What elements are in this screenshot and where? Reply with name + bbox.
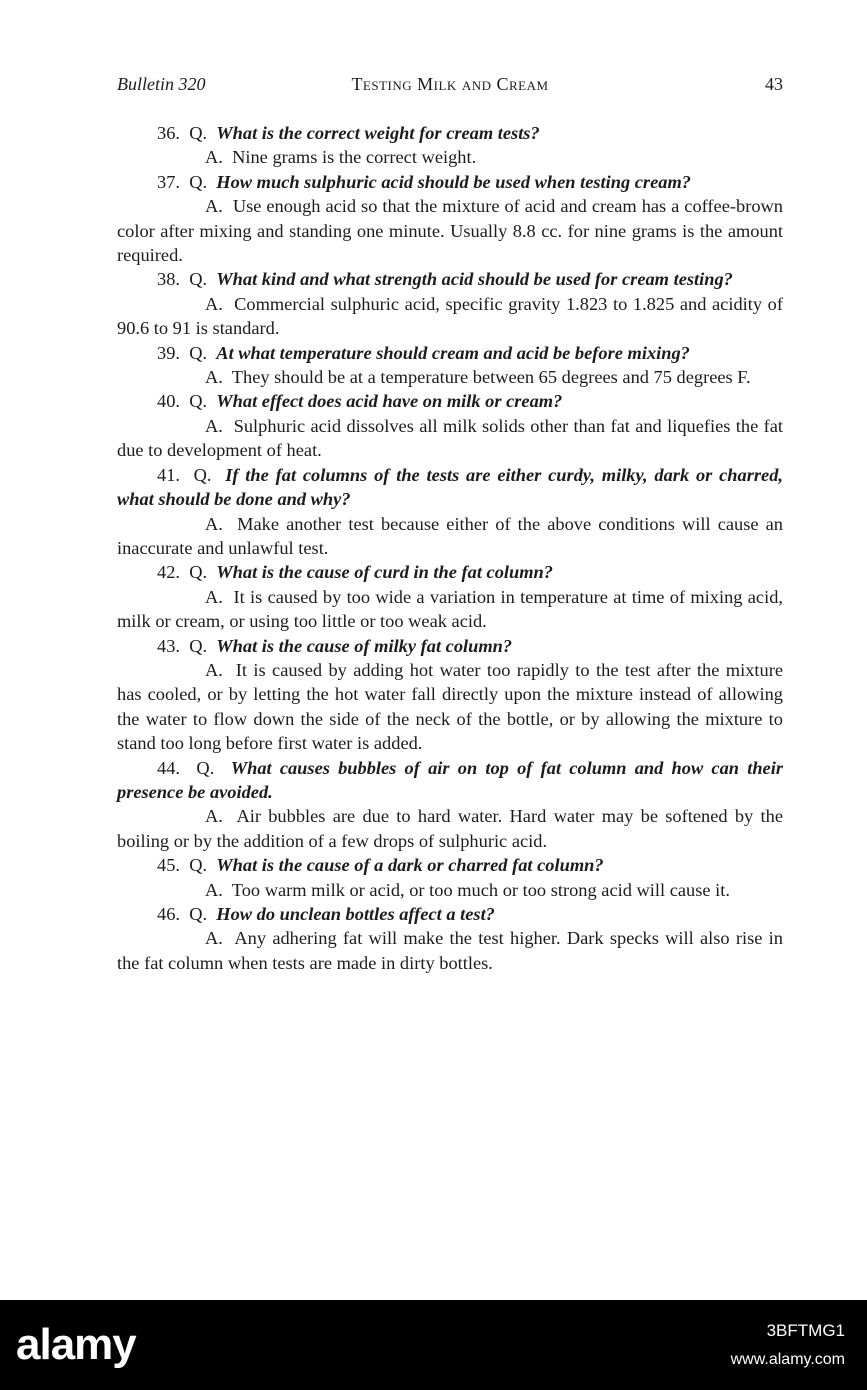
answer-text: Nine grams is the correct weight. bbox=[232, 147, 477, 168]
image-id: 3BFTMG1 bbox=[766, 1321, 845, 1340]
question bbox=[117, 902, 783, 926]
site-url: www.alamy.com bbox=[730, 1351, 845, 1368]
a-prefix: A. bbox=[205, 293, 223, 314]
question bbox=[117, 121, 783, 145]
qa-item-39 bbox=[117, 341, 783, 390]
qa-item-45 bbox=[117, 853, 783, 902]
qa-list bbox=[117, 121, 783, 975]
question bbox=[117, 341, 783, 365]
question-text: How do unclean bottles affect a test? bbox=[216, 904, 495, 924]
item-number: 45. bbox=[157, 855, 180, 876]
q-prefix: Q. bbox=[189, 391, 208, 412]
a-prefix: A. bbox=[205, 928, 223, 949]
answer bbox=[117, 658, 783, 756]
alamy-logo: alamy bbox=[16, 1320, 136, 1369]
question-text: What kind and what strength acid should be used for cream testing? bbox=[216, 269, 733, 290]
answer-text: Any adhering fat will make the test higher. Dark specks will also rise in the fat column when tests are made in dirty bottles. bbox=[117, 928, 783, 973]
answer-text: Air bubbles are due to hard water. Hard water may be softened by the boiling or by the addition of a few drops of sulphuric acid. bbox=[117, 806, 783, 851]
watermark-banner bbox=[0, 1300, 867, 1390]
q-prefix: Q. bbox=[196, 757, 215, 778]
question-text: At what temperature should cream and acid be before mixing? bbox=[216, 342, 690, 363]
item-number: 44. bbox=[157, 757, 180, 778]
q-prefix: Q. bbox=[189, 342, 208, 363]
item-number: 43. bbox=[157, 635, 180, 656]
a-prefix: A. bbox=[205, 879, 223, 900]
question-text: If the fat columns of the tests are either curdy, milky, dark or charred, what should be done and why? bbox=[117, 464, 783, 510]
question bbox=[117, 560, 783, 584]
bulletin-label: Bulletin 320 bbox=[117, 74, 206, 94]
qa-item-44 bbox=[117, 756, 783, 854]
answer-text: Make another test because either of the above conditions will cause an inaccurate and unlawful test. bbox=[117, 513, 783, 558]
question-text: What effect does acid have on milk or cream? bbox=[216, 391, 563, 412]
question-text: What is the cause of a dark or charred fat column? bbox=[216, 855, 604, 876]
answer-text: Use enough acid so that the mixture of acid and cream has a coffee-brown color after mixing and standing one minute. Usually 8.8 cc. for nine grams is the amount required. bbox=[117, 196, 783, 266]
q-prefix: Q. bbox=[189, 904, 208, 924]
question bbox=[117, 389, 783, 413]
question-text: What is the correct weight for cream tests? bbox=[216, 123, 540, 143]
question-text: What is the cause of milky fat column? bbox=[216, 635, 513, 656]
answer-text: Sulphuric acid dissolves all milk solids other than fat and liquefies the fat due to development of heat. bbox=[117, 415, 783, 461]
a-prefix: A. bbox=[205, 513, 223, 534]
item-number: 38. bbox=[157, 269, 180, 290]
a-prefix: A. bbox=[205, 806, 223, 827]
q-prefix: Q. bbox=[189, 123, 208, 143]
answer-text: It is caused by too wide a variation in temperature at time of mixing acid, milk or cream, or using too little or too weak acid. bbox=[117, 586, 783, 632]
qa-item-43 bbox=[117, 634, 783, 756]
answer bbox=[117, 292, 783, 341]
qa-item-38 bbox=[117, 267, 783, 340]
qa-item-40 bbox=[117, 389, 783, 462]
answer bbox=[117, 414, 783, 463]
answer bbox=[117, 878, 783, 902]
q-prefix: Q. bbox=[189, 635, 208, 656]
answer bbox=[117, 804, 783, 853]
item-number: 41. bbox=[157, 464, 180, 485]
answer bbox=[117, 194, 783, 267]
item-number: 42. bbox=[157, 562, 180, 583]
answer bbox=[117, 365, 783, 389]
a-prefix: A. bbox=[205, 367, 223, 388]
a-prefix: A. bbox=[205, 147, 223, 168]
a-prefix: A. bbox=[205, 659, 223, 680]
q-prefix: Q. bbox=[193, 464, 212, 485]
answer-text: Too warm milk or acid, or too much or too strong acid will cause it. bbox=[231, 879, 730, 900]
question bbox=[117, 634, 783, 658]
question-text: What causes bubbles of air on top of fat column and how can their presence be avoided. bbox=[117, 757, 783, 802]
a-prefix: A. bbox=[205, 415, 223, 436]
answer-text: They should be at a temperature between 65 degrees and 75 degrees F. bbox=[231, 367, 751, 388]
q-prefix: Q. bbox=[189, 171, 208, 192]
question-text: How much sulphuric acid should be used when testing cream? bbox=[216, 171, 691, 192]
item-number: 39. bbox=[157, 342, 180, 363]
qa-item-36 bbox=[117, 121, 783, 170]
question bbox=[117, 267, 783, 291]
item-number: 46. bbox=[157, 904, 180, 924]
qa-item-37 bbox=[117, 170, 783, 268]
answer bbox=[117, 145, 783, 169]
a-prefix: A. bbox=[205, 196, 223, 217]
item-number: 36. bbox=[157, 123, 180, 143]
q-prefix: Q. bbox=[189, 855, 208, 876]
item-number: 37. bbox=[157, 171, 180, 192]
a-prefix: A. bbox=[205, 586, 223, 607]
running-title: Testing Milk and Cream bbox=[351, 74, 549, 94]
running-header bbox=[117, 74, 783, 100]
answer-text: It is caused by adding hot water too rapidly to the test after the mixture has cooled, or by letting the hot water fall directly upon the mixture instead of allowing the water to flow down the side of the neck of the bottle, or by allowing the mixture to stand too long before first water is added. bbox=[117, 659, 783, 754]
answer bbox=[117, 585, 783, 634]
qa-item-46 bbox=[117, 902, 783, 975]
qa-item-42 bbox=[117, 560, 783, 633]
question bbox=[117, 756, 783, 805]
page-number: 43 bbox=[765, 74, 783, 94]
answer bbox=[117, 926, 783, 975]
qa-item-41 bbox=[117, 463, 783, 561]
q-prefix: Q. bbox=[189, 269, 208, 290]
question bbox=[117, 463, 783, 512]
item-number: 40. bbox=[157, 391, 180, 412]
question-text: What is the cause of curd in the fat column? bbox=[216, 562, 553, 583]
question bbox=[117, 853, 783, 877]
q-prefix: Q. bbox=[189, 562, 208, 583]
answer bbox=[117, 512, 783, 561]
answer-text: Commercial sulphuric acid, specific gravity 1.823 to 1.825 and acidity of 90.6 to 91 is standard. bbox=[117, 293, 783, 339]
question bbox=[117, 170, 783, 194]
